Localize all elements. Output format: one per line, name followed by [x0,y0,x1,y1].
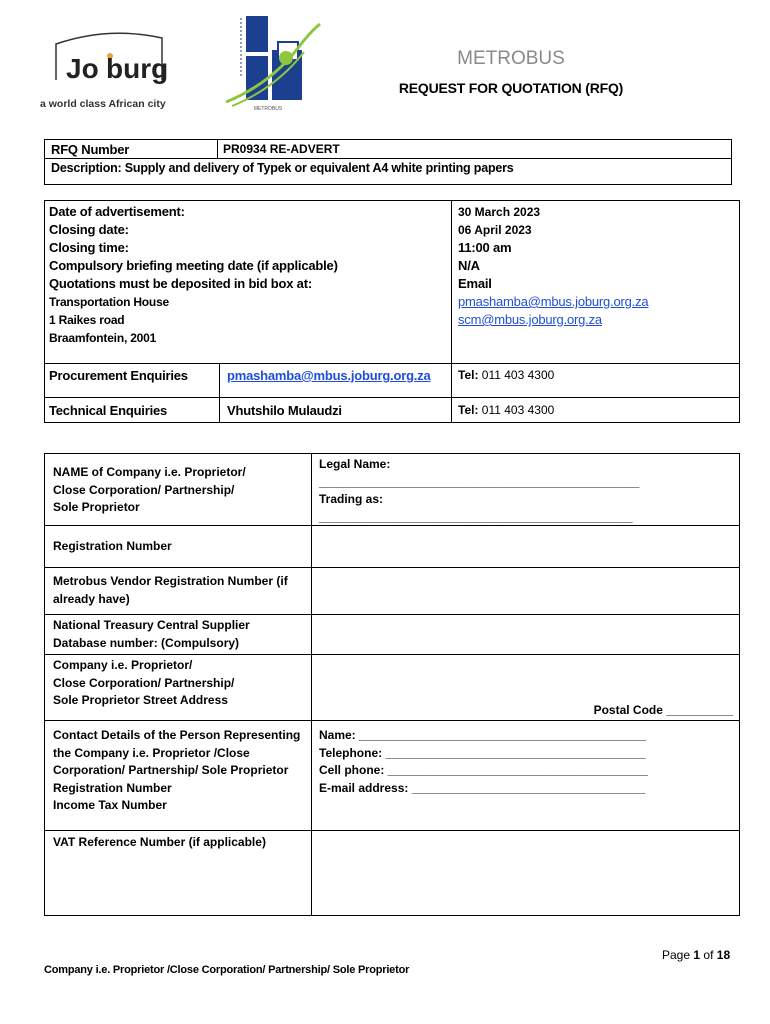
company-name-fields [319,456,639,526]
dates-table [44,200,740,423]
technical-contact: Vhutshilo Mulaudzi [227,403,342,418]
street-address-label-line1: Company i.e. Proprietor/ [53,658,193,672]
closing-date-value: 06 April 2023 [458,223,532,237]
rfq-number-label: RFQ Number [51,142,130,157]
metrobus-logo [220,14,328,112]
company-name-label [53,464,305,517]
closing-time-label: Closing time: [49,240,129,255]
technical-tel-label: Tel: [458,403,479,417]
page-number [662,948,730,962]
advert-date-value: 30 March 2023 [458,205,541,219]
joburg-tagline: a world class African city [40,98,166,110]
metrobus-logo-text: METROBUS [253,106,283,112]
csd-number-field[interactable] [312,615,739,654]
company-details-table [44,453,740,916]
page-of: of [703,948,714,962]
page-prefix: Page [662,948,691,962]
csd-number-label-line2: Database number: (Compulsory) [53,635,240,650]
contact-details-fields [319,727,648,797]
company-name-label-line2: Close Corporation/ Partnership/ [53,482,235,497]
vat-number-field[interactable] [312,831,739,915]
company-name-label-line1: NAME of Company i.e. Proprietor/ [53,465,246,479]
street-address-label-line3: Sole Proprietor Street Address [53,693,228,707]
vendor-registration-label-line1: Metrobus Vendor Registration Number (if [53,574,288,588]
legal-name-label: Legal Name: [319,457,391,471]
contact-cell-field[interactable]: Cell phone: _______________________________________ [319,763,648,777]
technical-enquiries-label: Technical Enquiries [49,403,168,418]
contact-details-label-line1: Contact Details of the Person Representing [53,728,301,742]
closing-time-value: 11:00 am [458,240,512,255]
email-link-2[interactable]: scm@mbus.joburg.org.za [458,312,602,327]
company-name-label-line3: Sole Proprietor [53,500,140,514]
contact-telephone-field[interactable]: Telephone: _______________________________________ [319,745,646,760]
csd-number-label [53,617,305,652]
registration-number-label: Registration Number [53,539,172,553]
technical-tel [458,403,554,417]
procurement-tel-label: Tel: [458,368,479,382]
footer-text: Company i.e. Proprietor /Close Corporation/ Partnership/ Sole Proprietor [44,964,410,976]
svg-text:burg: burg [106,53,169,84]
page-current: 1 [693,948,701,962]
address-line-1: Transportation House [49,295,170,309]
street-address-field[interactable] [312,655,739,720]
rfq-number-value: PR0934 RE-ADVERT [223,142,340,156]
street-address-label [53,657,305,710]
deposit-label: Quotations must be deposited in bid box at: [49,276,312,291]
briefing-label: Compulsory briefing meeting date (if applicable) [49,258,338,273]
page-total: 18 [716,948,731,962]
contact-details-label-line5: Income Tax Number [53,798,167,812]
vendor-registration-label [53,573,305,608]
advert-date-label: Date of advertisement: [49,204,185,219]
briefing-value: N/A [458,258,480,273]
legal-name-field[interactable]: ________________________________________________ [319,474,640,489]
contact-email-field[interactable]: E-mail address: ___________________________________ [319,780,646,795]
email-link-1[interactable]: pmashamba@mbus.joburg.org.za [458,294,649,309]
procurement-tel [458,368,554,382]
document-subtitle: REQUEST FOR QUOTATION (RFQ) [398,80,624,96]
trading-as-field[interactable]: _______________________________________________ [319,509,633,524]
registration-number-field[interactable] [312,526,739,567]
vat-number-label: VAT Reference Number (if applicable) [53,835,266,849]
postal-code-field[interactable]: Postal Code __________ [593,703,733,717]
contact-details-label-line4: Registration Number [53,780,172,795]
vendor-registration-label-line2: already have) [53,591,130,606]
joburg-logo [38,22,178,114]
deposit-value: Email [458,276,492,291]
technical-tel-value: 011 403 4300 [481,403,555,417]
closing-date-label: Closing date: [49,222,129,237]
procurement-enquiries-label: Procurement Enquiries [49,368,188,383]
contact-name-field[interactable]: Name: ___________________________________________ [319,728,646,742]
procurement-tel-value: 011 403 4300 [481,368,555,382]
rfq-box [44,139,732,185]
rfq-description: Description: Supply and delivery of Typek or equivalent A4 white printing papers [51,161,514,175]
contact-details-label-line2: the Company i.e. Proprietor /Close [53,745,250,760]
contact-details-label [53,727,305,815]
procurement-email-link[interactable]: pmashamba@mbus.joburg.org.za [227,368,431,383]
address-line-2: 1 Raikes road [49,313,125,327]
svg-text:Jo: Jo [66,53,99,84]
document-title: METROBUS [457,48,565,69]
csd-number-label-line1: National Treasury Central Supplier [53,618,250,632]
trading-as-label: Trading as: [319,492,384,506]
contact-details-label-line3: Corporation/ Partnership/ Sole Proprietor [53,763,289,777]
street-address-label-line2: Close Corporation/ Partnership/ [53,675,235,690]
vendor-registration-field[interactable] [312,568,739,614]
address-line-3: Braamfontein, 2001 [49,331,157,345]
